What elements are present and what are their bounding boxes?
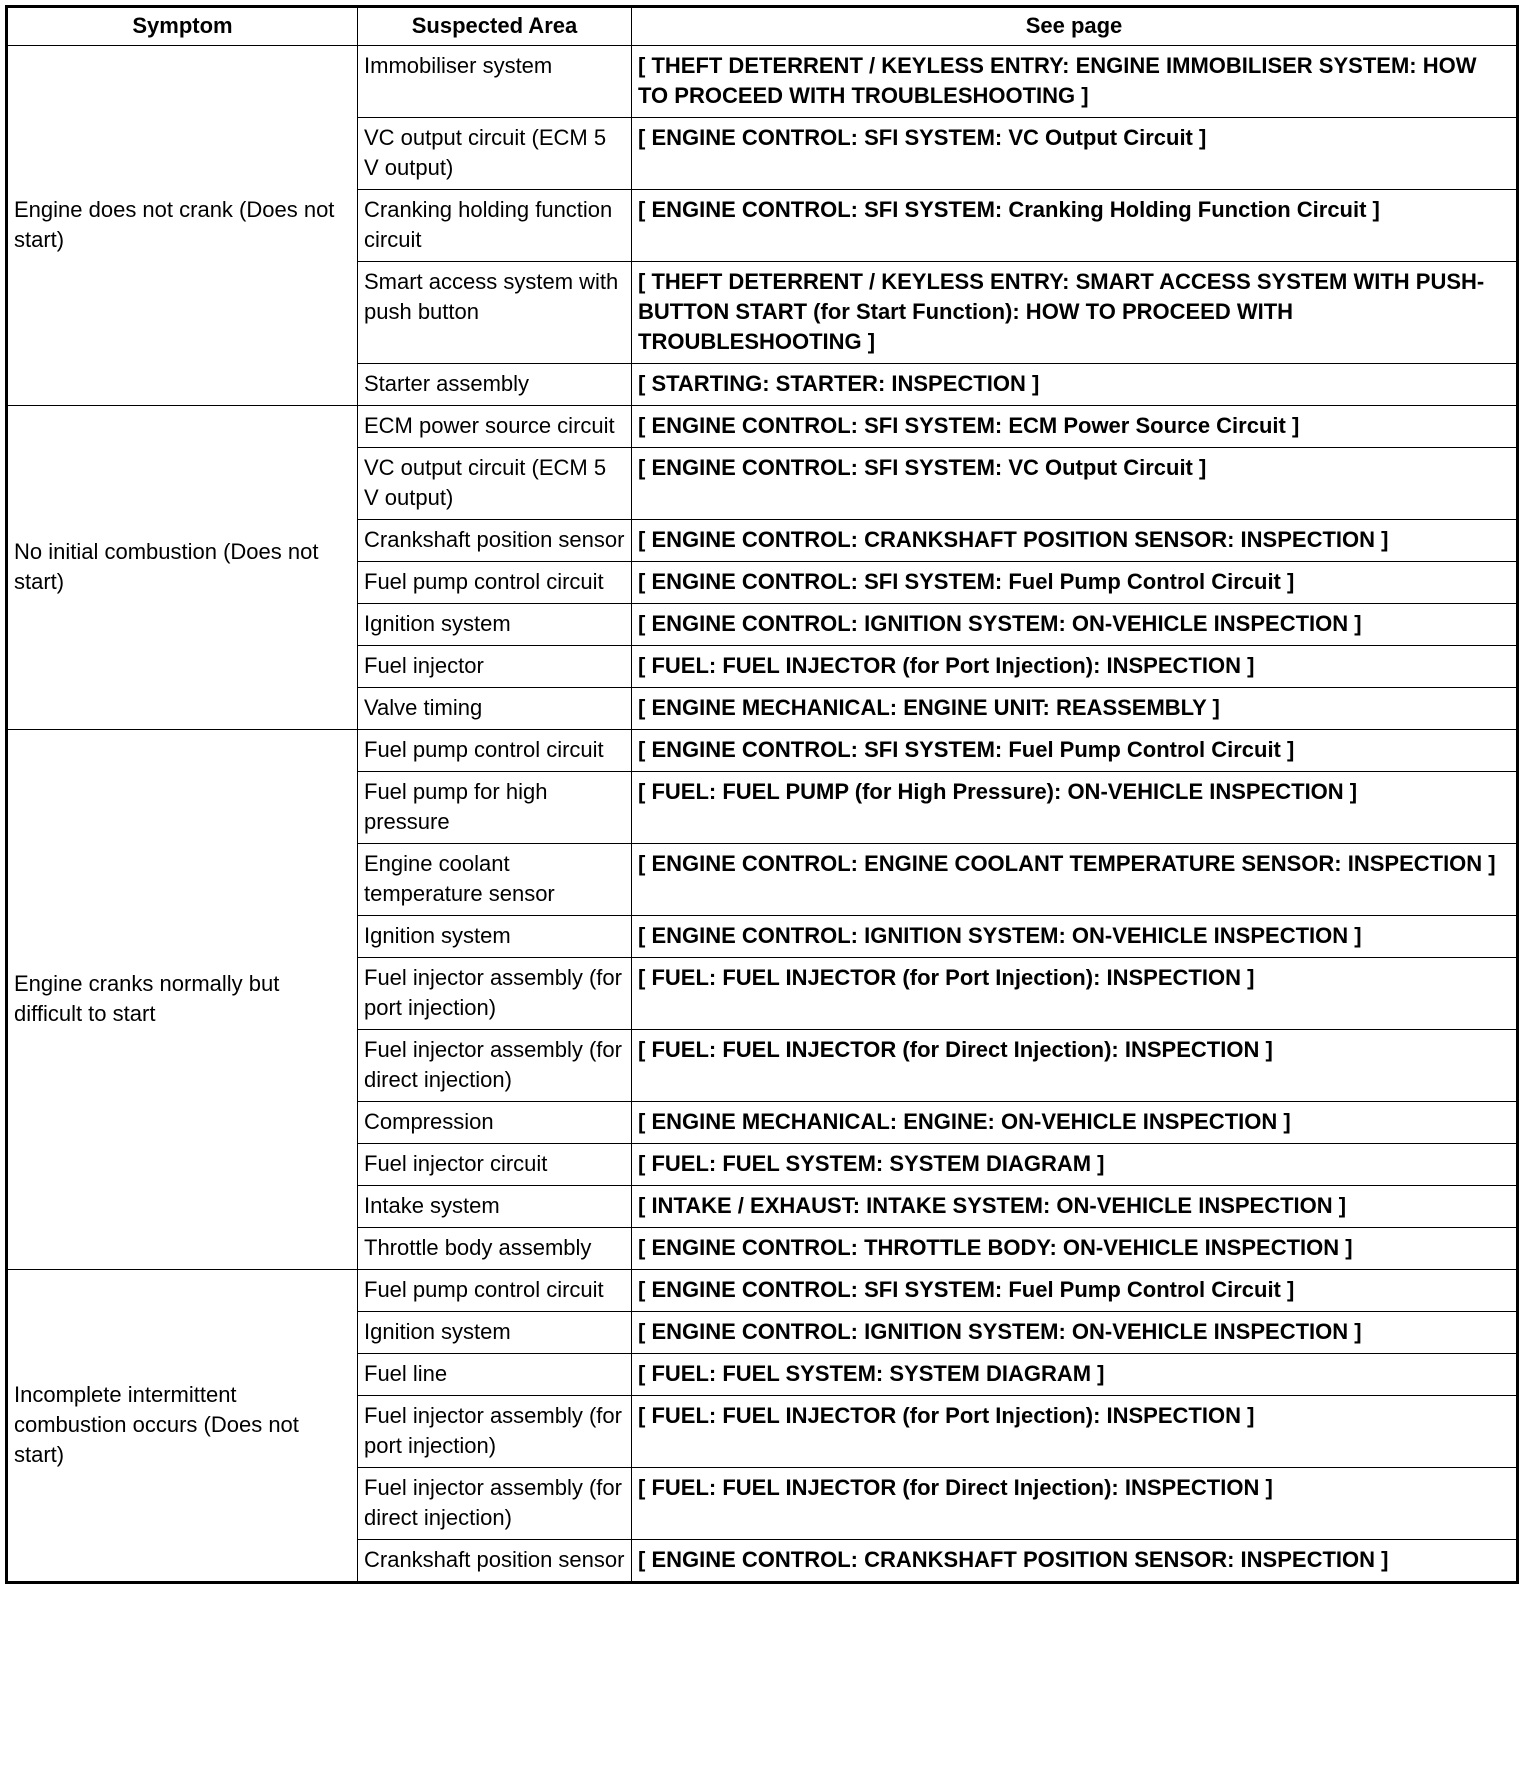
suspected-area-cell: Cranking holding function circuit: [358, 190, 632, 262]
suspected-area-cell: Fuel injector circuit: [358, 1144, 632, 1186]
suspected-area-cell: Ignition system: [358, 916, 632, 958]
see-page-link[interactable]: [ ENGINE CONTROL: THROTTLE BODY: ON-VEHICLE INSPECTION ]: [632, 1228, 1518, 1270]
symptom-cell: No initial combustion (Does not start): [7, 406, 358, 730]
suspected-area-cell: Fuel injector assembly (for direct injection): [358, 1030, 632, 1102]
see-page-link[interactable]: [ FUEL: FUEL INJECTOR (for Direct Injection): INSPECTION ]: [632, 1030, 1518, 1102]
see-page-link[interactable]: [ INTAKE / EXHAUST: INTAKE SYSTEM: ON-VEHICLE INSPECTION ]: [632, 1186, 1518, 1228]
see-page-link[interactable]: [ ENGINE CONTROL: IGNITION SYSTEM: ON-VEHICLE INSPECTION ]: [632, 604, 1518, 646]
table-row: [7, 406, 1518, 448]
header-symptom: Symptom: [7, 7, 358, 46]
suspected-area-cell: Intake system: [358, 1186, 632, 1228]
suspected-area-cell: Ignition system: [358, 1312, 632, 1354]
suspected-area-cell: Fuel pump for high pressure: [358, 772, 632, 844]
table-row: [7, 730, 1518, 772]
suspected-area-cell: Crankshaft position sensor: [358, 520, 632, 562]
suspected-area-cell: Engine coolant temperature sensor: [358, 844, 632, 916]
see-page-link[interactable]: [ ENGINE CONTROL: IGNITION SYSTEM: ON-VEHICLE INSPECTION ]: [632, 1312, 1518, 1354]
suspected-area-cell: VC output circuit (ECM 5 V output): [358, 118, 632, 190]
suspected-area-cell: Valve timing: [358, 688, 632, 730]
see-page-link[interactable]: [ THEFT DETERRENT / KEYLESS ENTRY: ENGINE IMMOBILISER SYSTEM: HOW TO PROCEED WITH TROUBLESHOOTING ]: [632, 46, 1518, 118]
troubleshooting-table: [5, 5, 1519, 1584]
see-page-link[interactable]: [ FUEL: FUEL SYSTEM: SYSTEM DIAGRAM ]: [632, 1144, 1518, 1186]
see-page-link[interactable]: [ FUEL: FUEL INJECTOR (for Port Injection): INSPECTION ]: [632, 1396, 1518, 1468]
symptom-cell: Incomplete intermittent combustion occurs (Does not start): [7, 1270, 358, 1583]
suspected-area-cell: Fuel injector: [358, 646, 632, 688]
suspected-area-cell: Starter assembly: [358, 364, 632, 406]
see-page-link[interactable]: [ ENGINE CONTROL: IGNITION SYSTEM: ON-VEHICLE INSPECTION ]: [632, 916, 1518, 958]
suspected-area-cell: Fuel pump control circuit: [358, 1270, 632, 1312]
see-page-link[interactable]: [ STARTING: STARTER: INSPECTION ]: [632, 364, 1518, 406]
suspected-area-cell: Immobiliser system: [358, 46, 632, 118]
header-suspected-area: Suspected Area: [358, 7, 632, 46]
suspected-area-cell: Fuel injector assembly (for port injection): [358, 958, 632, 1030]
suspected-area-cell: Fuel injector assembly (for port injection): [358, 1396, 632, 1468]
suspected-area-cell: Compression: [358, 1102, 632, 1144]
suspected-area-cell: Crankshaft position sensor: [358, 1540, 632, 1583]
see-page-link[interactable]: [ FUEL: FUEL INJECTOR (for Port Injection): INSPECTION ]: [632, 958, 1518, 1030]
see-page-link[interactable]: [ ENGINE CONTROL: SFI SYSTEM: Fuel Pump Control Circuit ]: [632, 730, 1518, 772]
see-page-link[interactable]: [ ENGINE CONTROL: ENGINE COOLANT TEMPERATURE SENSOR: INSPECTION ]: [632, 844, 1518, 916]
suspected-area-cell: Ignition system: [358, 604, 632, 646]
suspected-area-cell: VC output circuit (ECM 5 V output): [358, 448, 632, 520]
see-page-link[interactable]: [ FUEL: FUEL SYSTEM: SYSTEM DIAGRAM ]: [632, 1354, 1518, 1396]
see-page-link[interactable]: [ FUEL: FUEL PUMP (for High Pressure): ON-VEHICLE INSPECTION ]: [632, 772, 1518, 844]
see-page-link[interactable]: [ ENGINE CONTROL: SFI SYSTEM: Fuel Pump Control Circuit ]: [632, 562, 1518, 604]
suspected-area-cell: Fuel pump control circuit: [358, 730, 632, 772]
see-page-link[interactable]: [ ENGINE CONTROL: SFI SYSTEM: Cranking Holding Function Circuit ]: [632, 190, 1518, 262]
see-page-link[interactable]: [ THEFT DETERRENT / KEYLESS ENTRY: SMART ACCESS SYSTEM WITH PUSH-BUTTON START (for Start Function): HOW TO PROCEED WITH TROUBLESHOOTING ]: [632, 262, 1518, 364]
symptom-cell: Engine cranks normally but difficult to start: [7, 730, 358, 1270]
suspected-area-cell: Throttle body assembly: [358, 1228, 632, 1270]
header-row: [7, 7, 1518, 46]
see-page-link[interactable]: [ ENGINE MECHANICAL: ENGINE: ON-VEHICLE INSPECTION ]: [632, 1102, 1518, 1144]
see-page-link[interactable]: [ ENGINE CONTROL: SFI SYSTEM: VC Output Circuit ]: [632, 448, 1518, 520]
see-page-link[interactable]: [ ENGINE CONTROL: CRANKSHAFT POSITION SENSOR: INSPECTION ]: [632, 520, 1518, 562]
see-page-link[interactable]: [ FUEL: FUEL INJECTOR (for Direct Injection): INSPECTION ]: [632, 1468, 1518, 1540]
suspected-area-cell: Fuel injector assembly (for direct injection): [358, 1468, 632, 1540]
suspected-area-cell: Smart access system with push button: [358, 262, 632, 364]
see-page-link[interactable]: [ FUEL: FUEL INJECTOR (for Port Injection): INSPECTION ]: [632, 646, 1518, 688]
table-row: [7, 1270, 1518, 1312]
see-page-link[interactable]: [ ENGINE CONTROL: SFI SYSTEM: Fuel Pump Control Circuit ]: [632, 1270, 1518, 1312]
table-row: [7, 46, 1518, 118]
see-page-link[interactable]: [ ENGINE CONTROL: SFI SYSTEM: ECM Power Source Circuit ]: [632, 406, 1518, 448]
suspected-area-cell: Fuel pump control circuit: [358, 562, 632, 604]
see-page-link[interactable]: [ ENGINE CONTROL: SFI SYSTEM: VC Output Circuit ]: [632, 118, 1518, 190]
see-page-link[interactable]: [ ENGINE CONTROL: CRANKSHAFT POSITION SENSOR: INSPECTION ]: [632, 1540, 1518, 1583]
suspected-area-cell: Fuel line: [358, 1354, 632, 1396]
symptom-cell: Engine does not crank (Does not start): [7, 46, 358, 406]
suspected-area-cell: ECM power source circuit: [358, 406, 632, 448]
header-see-page: See page: [632, 7, 1518, 46]
see-page-link[interactable]: [ ENGINE MECHANICAL: ENGINE UNIT: REASSEMBLY ]: [632, 688, 1518, 730]
